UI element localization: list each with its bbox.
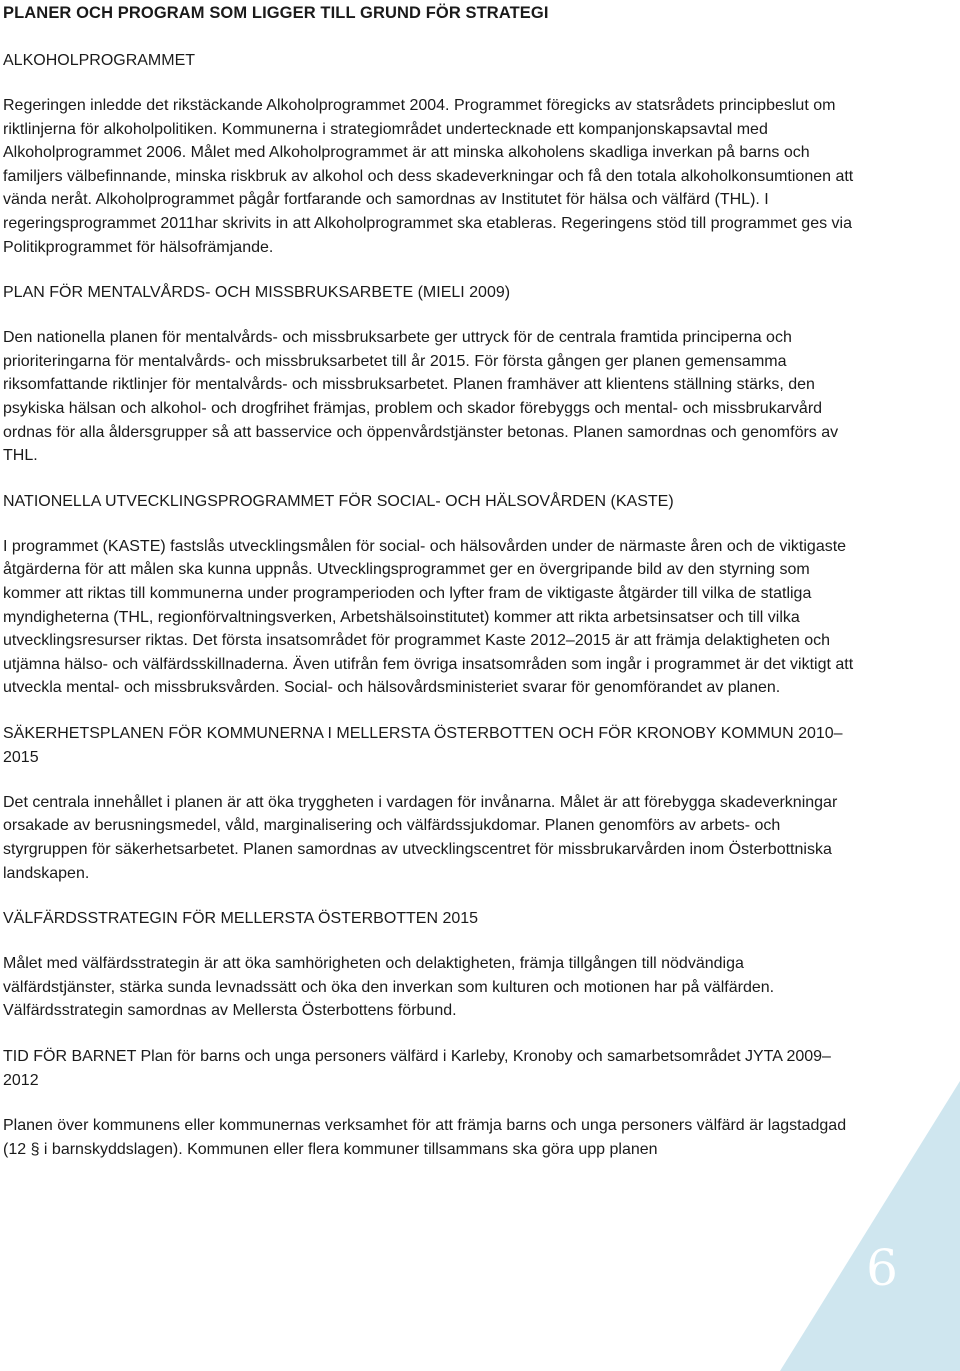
section-heading-kaste: NATIONELLA UTVECKLINGSPROGRAMMET FÖR SOCIAL- OCH HÄLSOVÅRDEN (KASTE) [3,492,674,510]
section-heading-valfardsstrategin: VÄLFÄRDSSTRATEGIN FÖR MELLERSTA ÖSTERBOTTEN 2015 [3,910,479,928]
document-body [3,0,855,1161]
section-paragraph-kaste: I programmet (KASTE) fastslås utvecklingsmålen för social- och hälsovården under de närmaste åren och de viktigaste åtgärderna för att målen ska kunna uppnås. Utvecklingsprogrammet ger en övergripande bild av den styrning som kommer att riktas till kommunerna under programperioden och lyfter fram de viktigaste åtgärder till vilka de statliga myndigheterna (THL, regionförvaltningsverken, Arbetshälsoinstitutet) kommer att rikta arbetsinsatser och till vilka utvecklingsresurser riktas. Det första insatsområdet för programmet Kaste 2012–2015 är att främja delaktigheten och utjämna hälso- och välfärdsskillnaderna. Även utifrån fem övriga insatsområden som ingår i programmet är det viktigt att utveckla mental- och missbruksvården. Social- och hälsovårdsministeriet svarar för genomförandet av planen. [3,537,854,697]
page-number: 6 [866,1239,898,1297]
section-heading-mieli: PLAN FÖR MENTALVÅRDS- OCH MISSBRUKSARBETE (MIELI 2009) [3,284,511,302]
section-heading-sakerhetsplanen: SÄKERHETSPLANEN FÖR KOMMUNERNA I MELLERSTA ÖSTERBOTTEN OCH FÖR KRONOBY KOMMUN 2010–2015 [3,724,843,766]
page-title: PLANER OCH PROGRAM SOM LIGGER TILL GRUND FÖR STRATEGI [3,4,549,22]
section-paragraph-mieli: Den nationella planen för mentalvårds- och missbruksarbete ger uttryck för de centrala framtida principerna och prioriteringarna för mentalvårds- och missbruksarbetet till år 2015. För första gången ger planen gemensamma riksomfattande riktlinjer för mentalvårds- och missbruksarbetet. Planen framhäver att klientens ställning stärks, den psykiska hälsan och alkohol- och drogfrihet främjas, problem och skador förebyggs och mental- och missbrukarvård ordnas för alla åldersgrupper så att basservice och öppenvårdstjänster betonas. Planen samordnas och genomförs av THL. [3,329,839,465]
section-paragraph-tid-for-barnet: Planen över kommunens eller kommunernas verksamhet för att främja barns och unga personers välfärd är lagstadgad (12 § i barnskyddslagen). Kommunen eller flera kommuner tillsammans ska göra upp planen [3,1117,847,1158]
section-paragraph-valfardsstrategin: Målet med välfärdsstrategin är att öka samhörigheten och delaktigheten, främja tillgången till nödvändiga välfärdstjänster, stärka sunda levnadssätt och öka den inverkan som kulturen och motionen har på välfärden. Välfärdsstrategin samordnas av Mellersta Österbottens förbund. [3,955,775,1020]
section-paragraph-alkoholprogrammet: Regeringen inledde det rikstäckande Alkoholprogrammet 2004. Programmet föregicks av statsrådets principbeslut om riktlinjerna för alkoholpolitiken. Kommunerna i strategiområdet undertecknade ett kompanjonskapsavtal med Alkoholprogrammet 2006. Målet med Alkoholprogrammet är att minska alkoholens skadliga inverkan på barns och familjers välbefinnande, minska riskbruk av alkohol och dess skadeverkningar och få den totala alkoholkonsumtionen att vända neråt. Alkoholprogrammet pågår fortfarande och samordnas av Institutet för hälsa och välfärd (THL). I regeringsprogrammet 2011har skrivits in att Alkoholprogrammet ska etableras. Regeringens stöd till programmet ges via Politikprogrammet för hälsofrämjande. [3,97,854,256]
section-heading-tid-for-barnet: TID FÖR BARNET Plan för barns och unga personers välfärd i Karleby, Kronoby och samarbetsområdet JYTA 2009–2012 [3,1048,831,1090]
section-heading-alkoholprogrammet: ALKOHOLPROGRAMMET [3,52,196,69]
section-paragraph-sakerhetsplanen: Det centrala innehållet i planen är att öka tryggheten i vardagen för invånarna. Målet är att förebygga skadeverkningar orsakade av berusningsmedel, våld, marginalisering och välfärdssjukdomar. Planen genomförs av arbets- och styrgruppen för säkerhetsarbetet. Planen samordnas av utvecklingscentret för missbrukarvården inom Österbottniska landskapen. [3,793,838,882]
